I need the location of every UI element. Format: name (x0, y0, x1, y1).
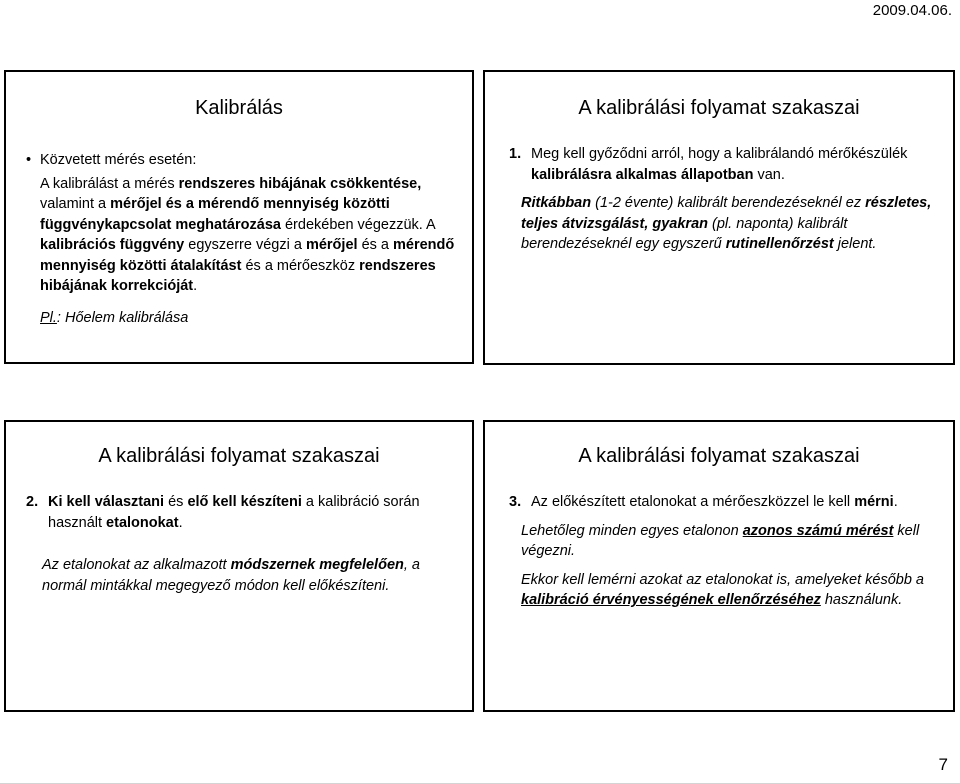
item-number: 2. (26, 494, 39, 510)
note-text: Ritkábban (1-2 évente) kalibrált berendezéseknél ez részletes, teljes átvizsgálást, gyakran (pl. naponta) kalibrált berendezéseknél egy egyszerű rutinellenőrzést jelent. (521, 195, 932, 252)
item-number: 3. (509, 494, 522, 510)
slide-title: A kalibrálási folyamat szakaszai (578, 97, 860, 119)
definition-paragraph: A kalibrálást a mérés rendszeres hibájának csökkentése, valamint a mérőjel és a mérendő mennyiség közötti függvénykapcsolat meghatározása érdekében végezzük. A kalibrációs függvény egyszerre végzi a mérőjel és a mérendő mennyiség közötti átalakítást és a mérőeszköz rendszeres hibájának korrekcióját. (40, 175, 455, 294)
page-number: 7 (938, 755, 948, 774)
bullet-text: Közvetett mérés esetén: (40, 152, 197, 168)
slide-kalibralas (4, 70, 474, 364)
slide-title: A kalibrálási folyamat szakaszai (98, 445, 380, 467)
numbered-item (26, 492, 456, 533)
item-text: Az előkészített etalonokat a mérőeszközzel le kell mérni. (531, 494, 898, 510)
numbered-item (509, 144, 939, 185)
page-date: 2009.04.06. (872, 2, 952, 19)
slide-body (26, 492, 456, 596)
bullet-icon: • (26, 152, 32, 168)
slide-title: Kalibrálás (195, 97, 283, 119)
note-text: Az etalonokat az alkalmazott módszernek megfelelően, a normál mintákkal megegyező módon kell előkészíteni. (42, 557, 420, 594)
numbered-item (509, 492, 939, 513)
slide-stage-1 (483, 70, 955, 365)
slide-stage-3 (483, 420, 955, 712)
note-text: Lehetőleg minden egyes etalonon azonos számú mérést kell végezni. (521, 522, 920, 559)
item-number: 1. (509, 146, 522, 162)
note-text: Ekkor kell lemérni azokat az etalonokat is, amelyeket később a kalibráció érvényességének ellenőrzéséhez használunk. (521, 571, 924, 608)
bullet-item (26, 150, 466, 171)
example-text: Pl.: Hőelem kalibrálása (40, 309, 189, 326)
slide-body (509, 492, 939, 611)
item-text: Meg kell győződni arról, hogy a kalibrálandó mérőkészülék kalibrálásra alkalmas állapotban van. (531, 146, 908, 183)
slide-title: A kalibrálási folyamat szakaszai (578, 445, 860, 467)
item-text: Ki kell választani és elő kell készíteni a kalibráció során használt etalonokat. (48, 494, 420, 531)
slide-body (509, 144, 939, 255)
slide-stage-2 (4, 420, 474, 712)
slide-body (26, 150, 466, 328)
